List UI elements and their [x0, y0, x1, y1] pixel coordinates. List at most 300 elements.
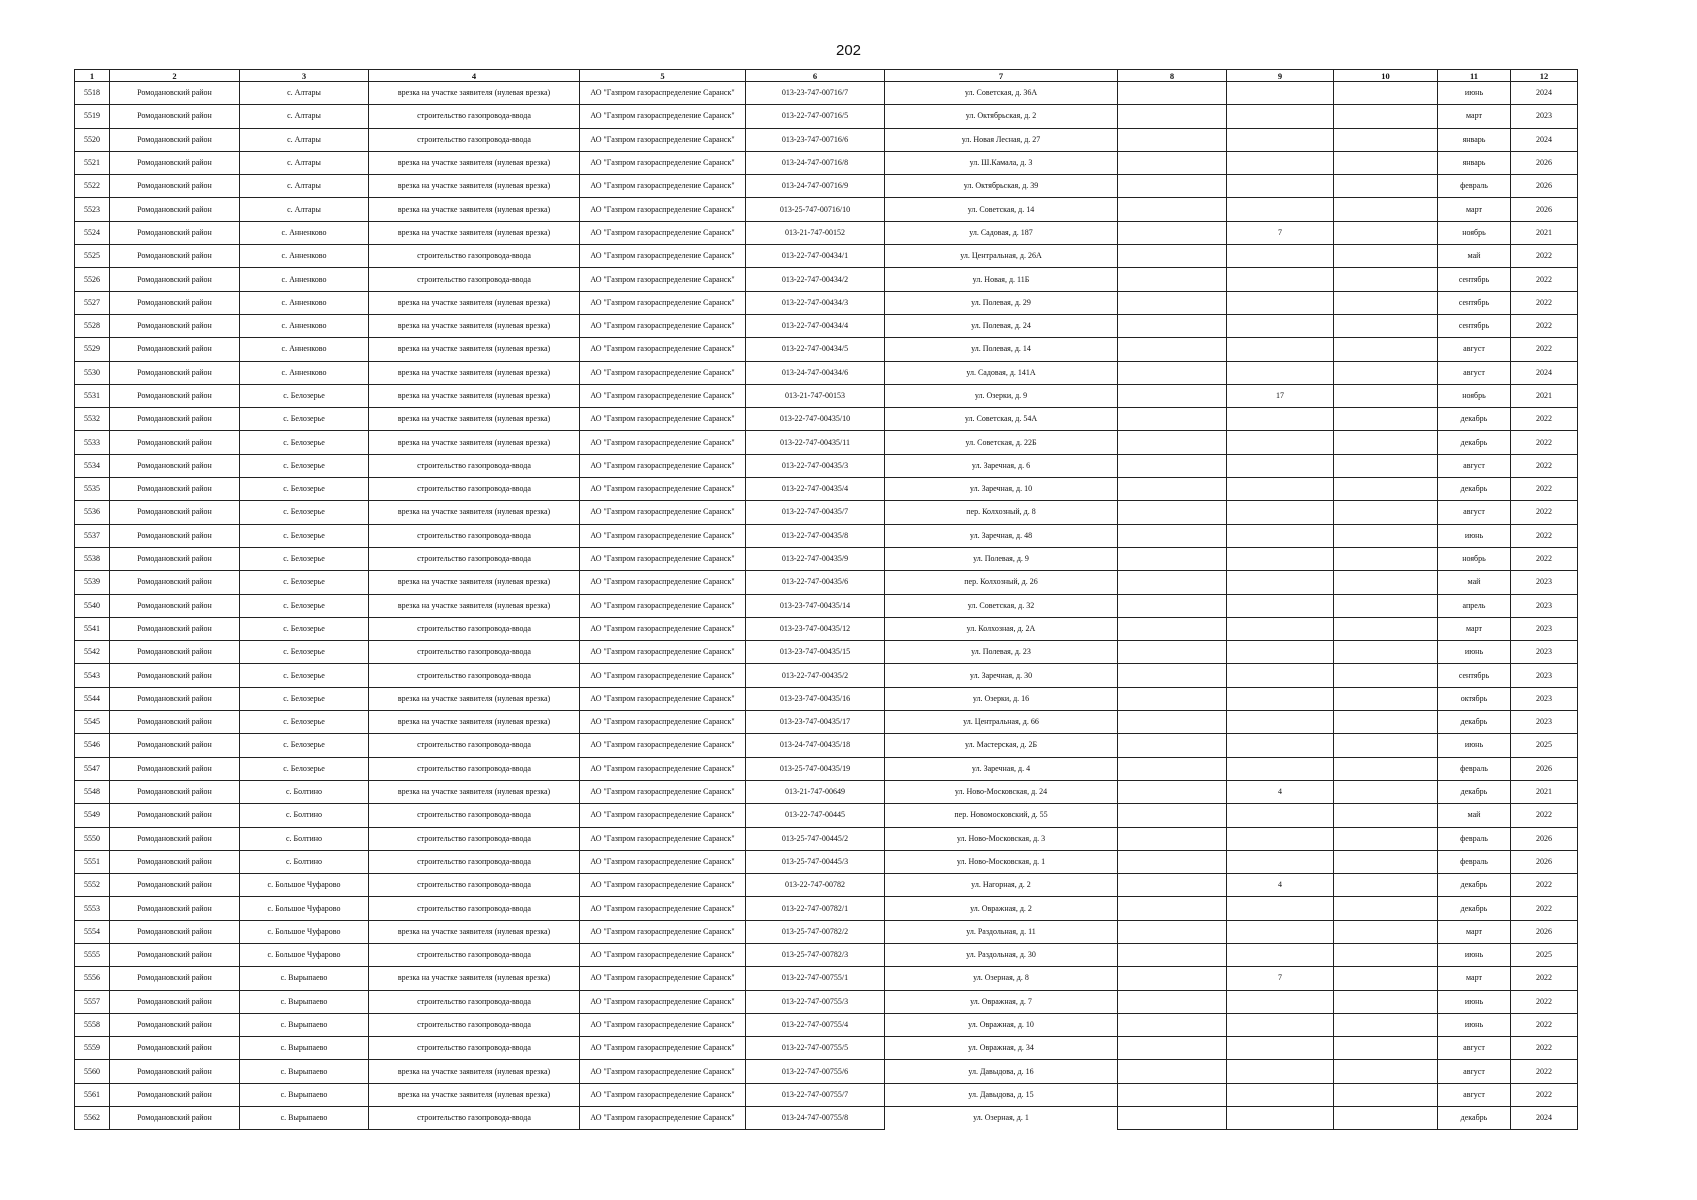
col9-cell	[1227, 990, 1334, 1013]
address-cell: ул. Давыдова, д. 16	[885, 1060, 1118, 1083]
organization-cell: АО "Газпром газораспределение Саранск"	[580, 1037, 746, 1060]
locality-cell: с. Алтары	[240, 82, 369, 105]
work-type-cell: строительство газопровода-ввода	[369, 664, 580, 687]
address-cell: ул. Ново-Московская, д. 1	[885, 850, 1118, 873]
organization-cell: АО "Газпром газораспределение Саранск"	[580, 314, 746, 337]
month-cell: июнь	[1438, 943, 1511, 966]
col8-cell	[1118, 1060, 1227, 1083]
locality-cell: с. Анненково	[240, 338, 369, 361]
year-cell: 2021	[1511, 384, 1578, 407]
year-cell: 2022	[1511, 245, 1578, 268]
col8-cell	[1118, 547, 1227, 570]
contract-number-cell: 013-22-747-00782	[746, 874, 885, 897]
month-cell: февраль	[1438, 757, 1511, 780]
column-header: 3	[240, 70, 369, 82]
district-cell: Ромодановский район	[110, 594, 240, 617]
organization-cell: АО "Газпром газораспределение Саранск"	[580, 221, 746, 244]
work-type-cell: врезка на участке заявителя (нулевая врезка)	[369, 967, 580, 990]
col8-cell	[1118, 827, 1227, 850]
organization-cell: АО "Газпром газораспределение Саранск"	[580, 804, 746, 827]
contract-number-cell: 013-22-747-00755/4	[746, 1013, 885, 1036]
col9-cell	[1227, 711, 1334, 734]
organization-cell: АО "Газпром газораспределение Саранск"	[580, 664, 746, 687]
row-number-cell: 5548	[75, 780, 110, 803]
col10-cell	[1334, 408, 1438, 431]
district-cell: Ромодановский район	[110, 967, 240, 990]
year-cell: 2023	[1511, 664, 1578, 687]
work-type-cell: врезка на участке заявителя (нулевая врезка)	[369, 571, 580, 594]
contract-number-cell: 013-22-747-00445	[746, 804, 885, 827]
work-type-cell: строительство газопровода-ввода	[369, 897, 580, 920]
month-cell: август	[1438, 1060, 1511, 1083]
col8-cell	[1118, 268, 1227, 291]
year-cell: 2023	[1511, 641, 1578, 664]
work-type-cell: строительство газопровода-ввода	[369, 268, 580, 291]
address-cell: ул. Октябрьская, д. 39	[885, 175, 1118, 198]
district-cell: Ромодановский район	[110, 571, 240, 594]
month-cell: декабрь	[1438, 874, 1511, 897]
address-cell: ул. Заречная, д. 48	[885, 524, 1118, 547]
work-type-cell: врезка на участке заявителя (нулевая врезка)	[369, 82, 580, 105]
address-cell: ул. Советская, д. 36А	[885, 82, 1118, 105]
district-cell: Ромодановский район	[110, 198, 240, 221]
table-row	[75, 454, 1578, 477]
district-cell: Ромодановский район	[110, 245, 240, 268]
organization-cell: АО "Газпром газораспределение Саранск"	[580, 687, 746, 710]
locality-cell: с. Белозерье	[240, 547, 369, 570]
address-cell: ул. Ново-Московская, д. 3	[885, 827, 1118, 850]
work-type-cell: строительство газопровода-ввода	[369, 454, 580, 477]
row-number-cell: 5522	[75, 175, 110, 198]
row-number-cell: 5534	[75, 454, 110, 477]
table-row	[75, 780, 1578, 803]
col10-cell	[1334, 524, 1438, 547]
table-row	[75, 338, 1578, 361]
col9-cell: 7	[1227, 221, 1334, 244]
work-type-cell: строительство газопровода-ввода	[369, 804, 580, 827]
contract-number-cell: 013-23-747-00716/7	[746, 82, 885, 105]
district-cell: Ромодановский район	[110, 757, 240, 780]
address-cell: ул. Заречная, д. 10	[885, 478, 1118, 501]
district-cell: Ромодановский район	[110, 1083, 240, 1106]
organization-cell: АО "Газпром газораспределение Саранск"	[580, 943, 746, 966]
col9-cell: 4	[1227, 780, 1334, 803]
contract-number-cell: 013-22-747-00435/10	[746, 408, 885, 431]
organization-cell: АО "Газпром газораспределение Саранск"	[580, 920, 746, 943]
contract-number-cell: 013-22-747-00755/5	[746, 1037, 885, 1060]
year-cell: 2021	[1511, 780, 1578, 803]
year-cell: 2022	[1511, 314, 1578, 337]
organization-cell: АО "Газпром газораспределение Саранск"	[580, 827, 746, 850]
locality-cell: с. Белозерье	[240, 687, 369, 710]
row-number-cell: 5555	[75, 943, 110, 966]
month-cell: март	[1438, 617, 1511, 640]
organization-cell: АО "Газпром газораспределение Саранск"	[580, 641, 746, 664]
row-number-cell: 5549	[75, 804, 110, 827]
col8-cell	[1118, 175, 1227, 198]
work-type-cell: строительство газопровода-ввода	[369, 478, 580, 501]
col9-cell	[1227, 920, 1334, 943]
district-cell: Ромодановский район	[110, 850, 240, 873]
address-cell: ул. Советская, д. 32	[885, 594, 1118, 617]
row-number-cell: 5528	[75, 314, 110, 337]
organization-cell: АО "Газпром газораспределение Саранск"	[580, 245, 746, 268]
col10-cell	[1334, 874, 1438, 897]
address-cell: ул. Советская, д. 14	[885, 198, 1118, 221]
locality-cell: с. Анненково	[240, 314, 369, 337]
row-number-cell: 5536	[75, 501, 110, 524]
year-cell: 2026	[1511, 920, 1578, 943]
locality-cell: с. Алтары	[240, 105, 369, 128]
row-number-cell: 5552	[75, 874, 110, 897]
col9-cell	[1227, 198, 1334, 221]
district-cell: Ромодановский район	[110, 314, 240, 337]
col9-cell	[1227, 827, 1334, 850]
col9-cell	[1227, 641, 1334, 664]
address-cell: ул. Заречная, д. 6	[885, 454, 1118, 477]
organization-cell: АО "Газпром газораспределение Саранск"	[580, 1060, 746, 1083]
col9-cell	[1227, 454, 1334, 477]
work-type-cell: врезка на участке заявителя (нулевая врезка)	[369, 314, 580, 337]
contract-number-cell: 013-22-747-00434/5	[746, 338, 885, 361]
organization-cell: АО "Газпром газораспределение Саранск"	[580, 268, 746, 291]
table-row	[75, 687, 1578, 710]
col9-cell	[1227, 1060, 1334, 1083]
col10-cell	[1334, 711, 1438, 734]
table-row	[75, 524, 1578, 547]
year-cell: 2022	[1511, 454, 1578, 477]
col10-cell	[1334, 967, 1438, 990]
district-cell: Ромодановский район	[110, 804, 240, 827]
work-type-cell: врезка на участке заявителя (нулевая врезка)	[369, 594, 580, 617]
col10-cell	[1334, 943, 1438, 966]
year-cell: 2023	[1511, 617, 1578, 640]
col10-cell	[1334, 547, 1438, 570]
work-type-cell: врезка на участке заявителя (нулевая врезка)	[369, 221, 580, 244]
locality-cell: с. Болтино	[240, 804, 369, 827]
work-type-cell: врезка на участке заявителя (нулевая врезка)	[369, 151, 580, 174]
col8-cell	[1118, 384, 1227, 407]
year-cell: 2022	[1511, 804, 1578, 827]
col9-cell	[1227, 1083, 1334, 1106]
col8-cell	[1118, 82, 1227, 105]
contract-number-cell: 013-22-747-00434/1	[746, 245, 885, 268]
district-cell: Ромодановский район	[110, 221, 240, 244]
row-number-cell: 5551	[75, 850, 110, 873]
column-header: 2	[110, 70, 240, 82]
district-cell: Ромодановский район	[110, 384, 240, 407]
locality-cell: с. Белозерье	[240, 384, 369, 407]
month-cell: февраль	[1438, 850, 1511, 873]
row-number-cell: 5562	[75, 1107, 110, 1130]
col9-cell	[1227, 1037, 1334, 1060]
table-row	[75, 151, 1578, 174]
col9-cell	[1227, 245, 1334, 268]
col10-cell	[1334, 1060, 1438, 1083]
work-type-cell: врезка на участке заявителя (нулевая врезка)	[369, 175, 580, 198]
table-row	[75, 314, 1578, 337]
col10-cell	[1334, 1037, 1438, 1060]
col8-cell	[1118, 408, 1227, 431]
table-row	[75, 547, 1578, 570]
work-type-cell: врезка на участке заявителя (нулевая врезка)	[369, 780, 580, 803]
row-number-cell: 5529	[75, 338, 110, 361]
work-type-cell: врезка на участке заявителя (нулевая врезка)	[369, 1083, 580, 1106]
address-cell: ул. Октябрьская, д. 2	[885, 105, 1118, 128]
locality-cell: с. Вырыпаево	[240, 1107, 369, 1130]
table-row	[75, 1037, 1578, 1060]
col8-cell	[1118, 897, 1227, 920]
row-number-cell: 5544	[75, 687, 110, 710]
col8-cell	[1118, 128, 1227, 151]
row-number-cell: 5531	[75, 384, 110, 407]
col10-cell	[1334, 82, 1438, 105]
col8-cell	[1118, 291, 1227, 314]
month-cell: август	[1438, 454, 1511, 477]
address-cell: ул. Полевая, д. 9	[885, 547, 1118, 570]
col10-cell	[1334, 641, 1438, 664]
locality-cell: с. Белозерье	[240, 711, 369, 734]
locality-cell: с. Анненково	[240, 221, 369, 244]
row-number-cell: 5558	[75, 1013, 110, 1036]
col8-cell	[1118, 571, 1227, 594]
column-header: 5	[580, 70, 746, 82]
locality-cell: с. Анненково	[240, 361, 369, 384]
address-cell: ул. Ш.Камала, д. 3	[885, 151, 1118, 174]
row-number-cell: 5561	[75, 1083, 110, 1106]
col10-cell	[1334, 361, 1438, 384]
address-cell: ул. Садовая, д. 187	[885, 221, 1118, 244]
work-type-cell: строительство газопровода-ввода	[369, 1013, 580, 1036]
year-cell: 2022	[1511, 897, 1578, 920]
month-cell: июнь	[1438, 82, 1511, 105]
district-cell: Ромодановский район	[110, 501, 240, 524]
col9-cell	[1227, 571, 1334, 594]
col9-cell: 4	[1227, 874, 1334, 897]
year-cell: 2022	[1511, 1013, 1578, 1036]
table-row	[75, 268, 1578, 291]
col8-cell	[1118, 664, 1227, 687]
col10-cell	[1334, 151, 1438, 174]
address-cell: пер. Новомосковский, д. 55	[885, 804, 1118, 827]
district-cell: Ромодановский район	[110, 687, 240, 710]
organization-cell: АО "Газпром газораспределение Саранск"	[580, 897, 746, 920]
col9-cell: 17	[1227, 384, 1334, 407]
district-cell: Ромодановский район	[110, 664, 240, 687]
month-cell: январь	[1438, 151, 1511, 174]
locality-cell: с. Алтары	[240, 198, 369, 221]
col10-cell	[1334, 664, 1438, 687]
year-cell: 2026	[1511, 198, 1578, 221]
contract-number-cell: 013-22-747-00755/7	[746, 1083, 885, 1106]
year-cell: 2026	[1511, 175, 1578, 198]
col10-cell	[1334, 897, 1438, 920]
col8-cell	[1118, 617, 1227, 640]
col9-cell	[1227, 524, 1334, 547]
col8-cell	[1118, 711, 1227, 734]
locality-cell: с. Белозерье	[240, 478, 369, 501]
contract-number-cell: 013-24-747-00434/6	[746, 361, 885, 384]
col9-cell	[1227, 1013, 1334, 1036]
month-cell: январь	[1438, 128, 1511, 151]
row-number-cell: 5519	[75, 105, 110, 128]
organization-cell: АО "Газпром газораспределение Саранск"	[580, 175, 746, 198]
col9-cell	[1227, 291, 1334, 314]
row-number-cell: 5538	[75, 547, 110, 570]
table-row	[75, 105, 1578, 128]
table-row	[75, 641, 1578, 664]
row-number-cell: 5527	[75, 291, 110, 314]
organization-cell: АО "Газпром газораспределение Саранск"	[580, 734, 746, 757]
table-row	[75, 431, 1578, 454]
row-number-cell: 5540	[75, 594, 110, 617]
work-type-cell: врезка на участке заявителя (нулевая врезка)	[369, 338, 580, 361]
organization-cell: АО "Газпром газораспределение Саранск"	[580, 571, 746, 594]
locality-cell: с. Вырыпаево	[240, 1013, 369, 1036]
organization-cell: АО "Газпром газораспределение Саранск"	[580, 431, 746, 454]
year-cell: 2026	[1511, 850, 1578, 873]
district-cell: Ромодановский район	[110, 1037, 240, 1060]
district-cell: Ромодановский район	[110, 291, 240, 314]
table-row	[75, 874, 1578, 897]
table-row	[75, 734, 1578, 757]
locality-cell: с. Анненково	[240, 268, 369, 291]
table-row	[75, 1060, 1578, 1083]
work-type-cell: врезка на участке заявителя (нулевая врезка)	[369, 291, 580, 314]
address-cell: ул. Заречная, д. 30	[885, 664, 1118, 687]
address-cell: ул. Овражная, д. 2	[885, 897, 1118, 920]
month-cell: апрель	[1438, 594, 1511, 617]
contract-number-cell: 013-22-747-00435/2	[746, 664, 885, 687]
address-cell: ул. Центральная, д. 26А	[885, 245, 1118, 268]
table-row	[75, 408, 1578, 431]
year-cell: 2024	[1511, 128, 1578, 151]
table-row	[75, 943, 1578, 966]
work-type-cell: врезка на участке заявителя (нулевая врезка)	[369, 920, 580, 943]
month-cell: август	[1438, 338, 1511, 361]
col9-cell	[1227, 897, 1334, 920]
table-row	[75, 1013, 1578, 1036]
column-header: 10	[1334, 70, 1438, 82]
work-type-cell: строительство газопровода-ввода	[369, 617, 580, 640]
row-number-cell: 5520	[75, 128, 110, 151]
locality-cell: с. Большое Чуфарово	[240, 874, 369, 897]
organization-cell: АО "Газпром газораспределение Саранск"	[580, 361, 746, 384]
col9-cell	[1227, 151, 1334, 174]
year-cell: 2021	[1511, 221, 1578, 244]
address-cell: ул. Давыдова, д. 15	[885, 1083, 1118, 1106]
address-cell: ул. Полевая, д. 23	[885, 641, 1118, 664]
col8-cell	[1118, 1083, 1227, 1106]
organization-cell: АО "Газпром газораспределение Саранск"	[580, 338, 746, 361]
row-number-cell: 5535	[75, 478, 110, 501]
locality-cell: с. Вырыпаево	[240, 1037, 369, 1060]
col10-cell	[1334, 314, 1438, 337]
col8-cell	[1118, 431, 1227, 454]
district-cell: Ромодановский район	[110, 268, 240, 291]
month-cell: май	[1438, 804, 1511, 827]
table-row	[75, 245, 1578, 268]
year-cell: 2026	[1511, 827, 1578, 850]
table-row	[75, 920, 1578, 943]
locality-cell: с. Алтары	[240, 175, 369, 198]
address-cell: ул. Колхозная, д. 2А	[885, 617, 1118, 640]
col10-cell	[1334, 431, 1438, 454]
locality-cell: с. Большое Чуфарово	[240, 943, 369, 966]
col9-cell	[1227, 757, 1334, 780]
col8-cell	[1118, 361, 1227, 384]
month-cell: октябрь	[1438, 687, 1511, 710]
col10-cell	[1334, 198, 1438, 221]
month-cell: март	[1438, 105, 1511, 128]
contract-number-cell: 013-25-747-00435/19	[746, 757, 885, 780]
locality-cell: с. Болтино	[240, 780, 369, 803]
address-cell: ул. Садовая, д. 141А	[885, 361, 1118, 384]
organization-cell: АО "Газпром газораспределение Саранск"	[580, 105, 746, 128]
year-cell: 2022	[1511, 1037, 1578, 1060]
month-cell: февраль	[1438, 175, 1511, 198]
col9-cell	[1227, 82, 1334, 105]
organization-cell: АО "Газпром газораспределение Саранск"	[580, 780, 746, 803]
work-type-cell: строительство газопровода-ввода	[369, 128, 580, 151]
column-header: 12	[1511, 70, 1578, 82]
address-cell: ул. Раздольная, д. 11	[885, 920, 1118, 943]
organization-cell: АО "Газпром газораспределение Саранск"	[580, 198, 746, 221]
district-cell: Ромодановский район	[110, 734, 240, 757]
column-header: 6	[746, 70, 885, 82]
month-cell: декабрь	[1438, 408, 1511, 431]
row-number-cell: 5542	[75, 641, 110, 664]
district-cell: Ромодановский район	[110, 617, 240, 640]
organization-cell: АО "Газпром газораспределение Саранск"	[580, 874, 746, 897]
col10-cell	[1334, 780, 1438, 803]
month-cell: ноябрь	[1438, 384, 1511, 407]
locality-cell: с. Вырыпаево	[240, 1060, 369, 1083]
address-cell: ул. Ново-Московская, д. 24	[885, 780, 1118, 803]
contract-number-cell: 013-22-747-00435/7	[746, 501, 885, 524]
col8-cell	[1118, 1107, 1227, 1130]
work-type-cell: строительство газопровода-ввода	[369, 990, 580, 1013]
col8-cell	[1118, 1013, 1227, 1036]
district-cell: Ромодановский район	[110, 175, 240, 198]
year-cell: 2022	[1511, 431, 1578, 454]
col9-cell	[1227, 594, 1334, 617]
contract-number-cell: 013-25-747-00445/3	[746, 850, 885, 873]
locality-cell: с. Алтары	[240, 128, 369, 151]
work-type-cell: врезка на участке заявителя (нулевая врезка)	[369, 384, 580, 407]
contract-number-cell: 013-23-747-00716/6	[746, 128, 885, 151]
organization-cell: АО "Газпром газораспределение Саранск"	[580, 501, 746, 524]
month-cell: май	[1438, 571, 1511, 594]
locality-cell: с. Белозерье	[240, 734, 369, 757]
locality-cell: с. Белозерье	[240, 641, 369, 664]
district-cell: Ромодановский район	[110, 82, 240, 105]
year-cell: 2023	[1511, 571, 1578, 594]
col10-cell	[1334, 850, 1438, 873]
contract-number-cell: 013-22-747-00755/6	[746, 1060, 885, 1083]
col10-cell	[1334, 478, 1438, 501]
district-cell: Ромодановский район	[110, 874, 240, 897]
locality-cell: с. Белозерье	[240, 594, 369, 617]
year-cell: 2022	[1511, 524, 1578, 547]
row-number-cell: 5524	[75, 221, 110, 244]
column-header: 11	[1438, 70, 1511, 82]
month-cell: март	[1438, 198, 1511, 221]
col9-cell	[1227, 501, 1334, 524]
year-cell: 2025	[1511, 734, 1578, 757]
table-row	[75, 757, 1578, 780]
locality-cell: с. Белозерье	[240, 664, 369, 687]
